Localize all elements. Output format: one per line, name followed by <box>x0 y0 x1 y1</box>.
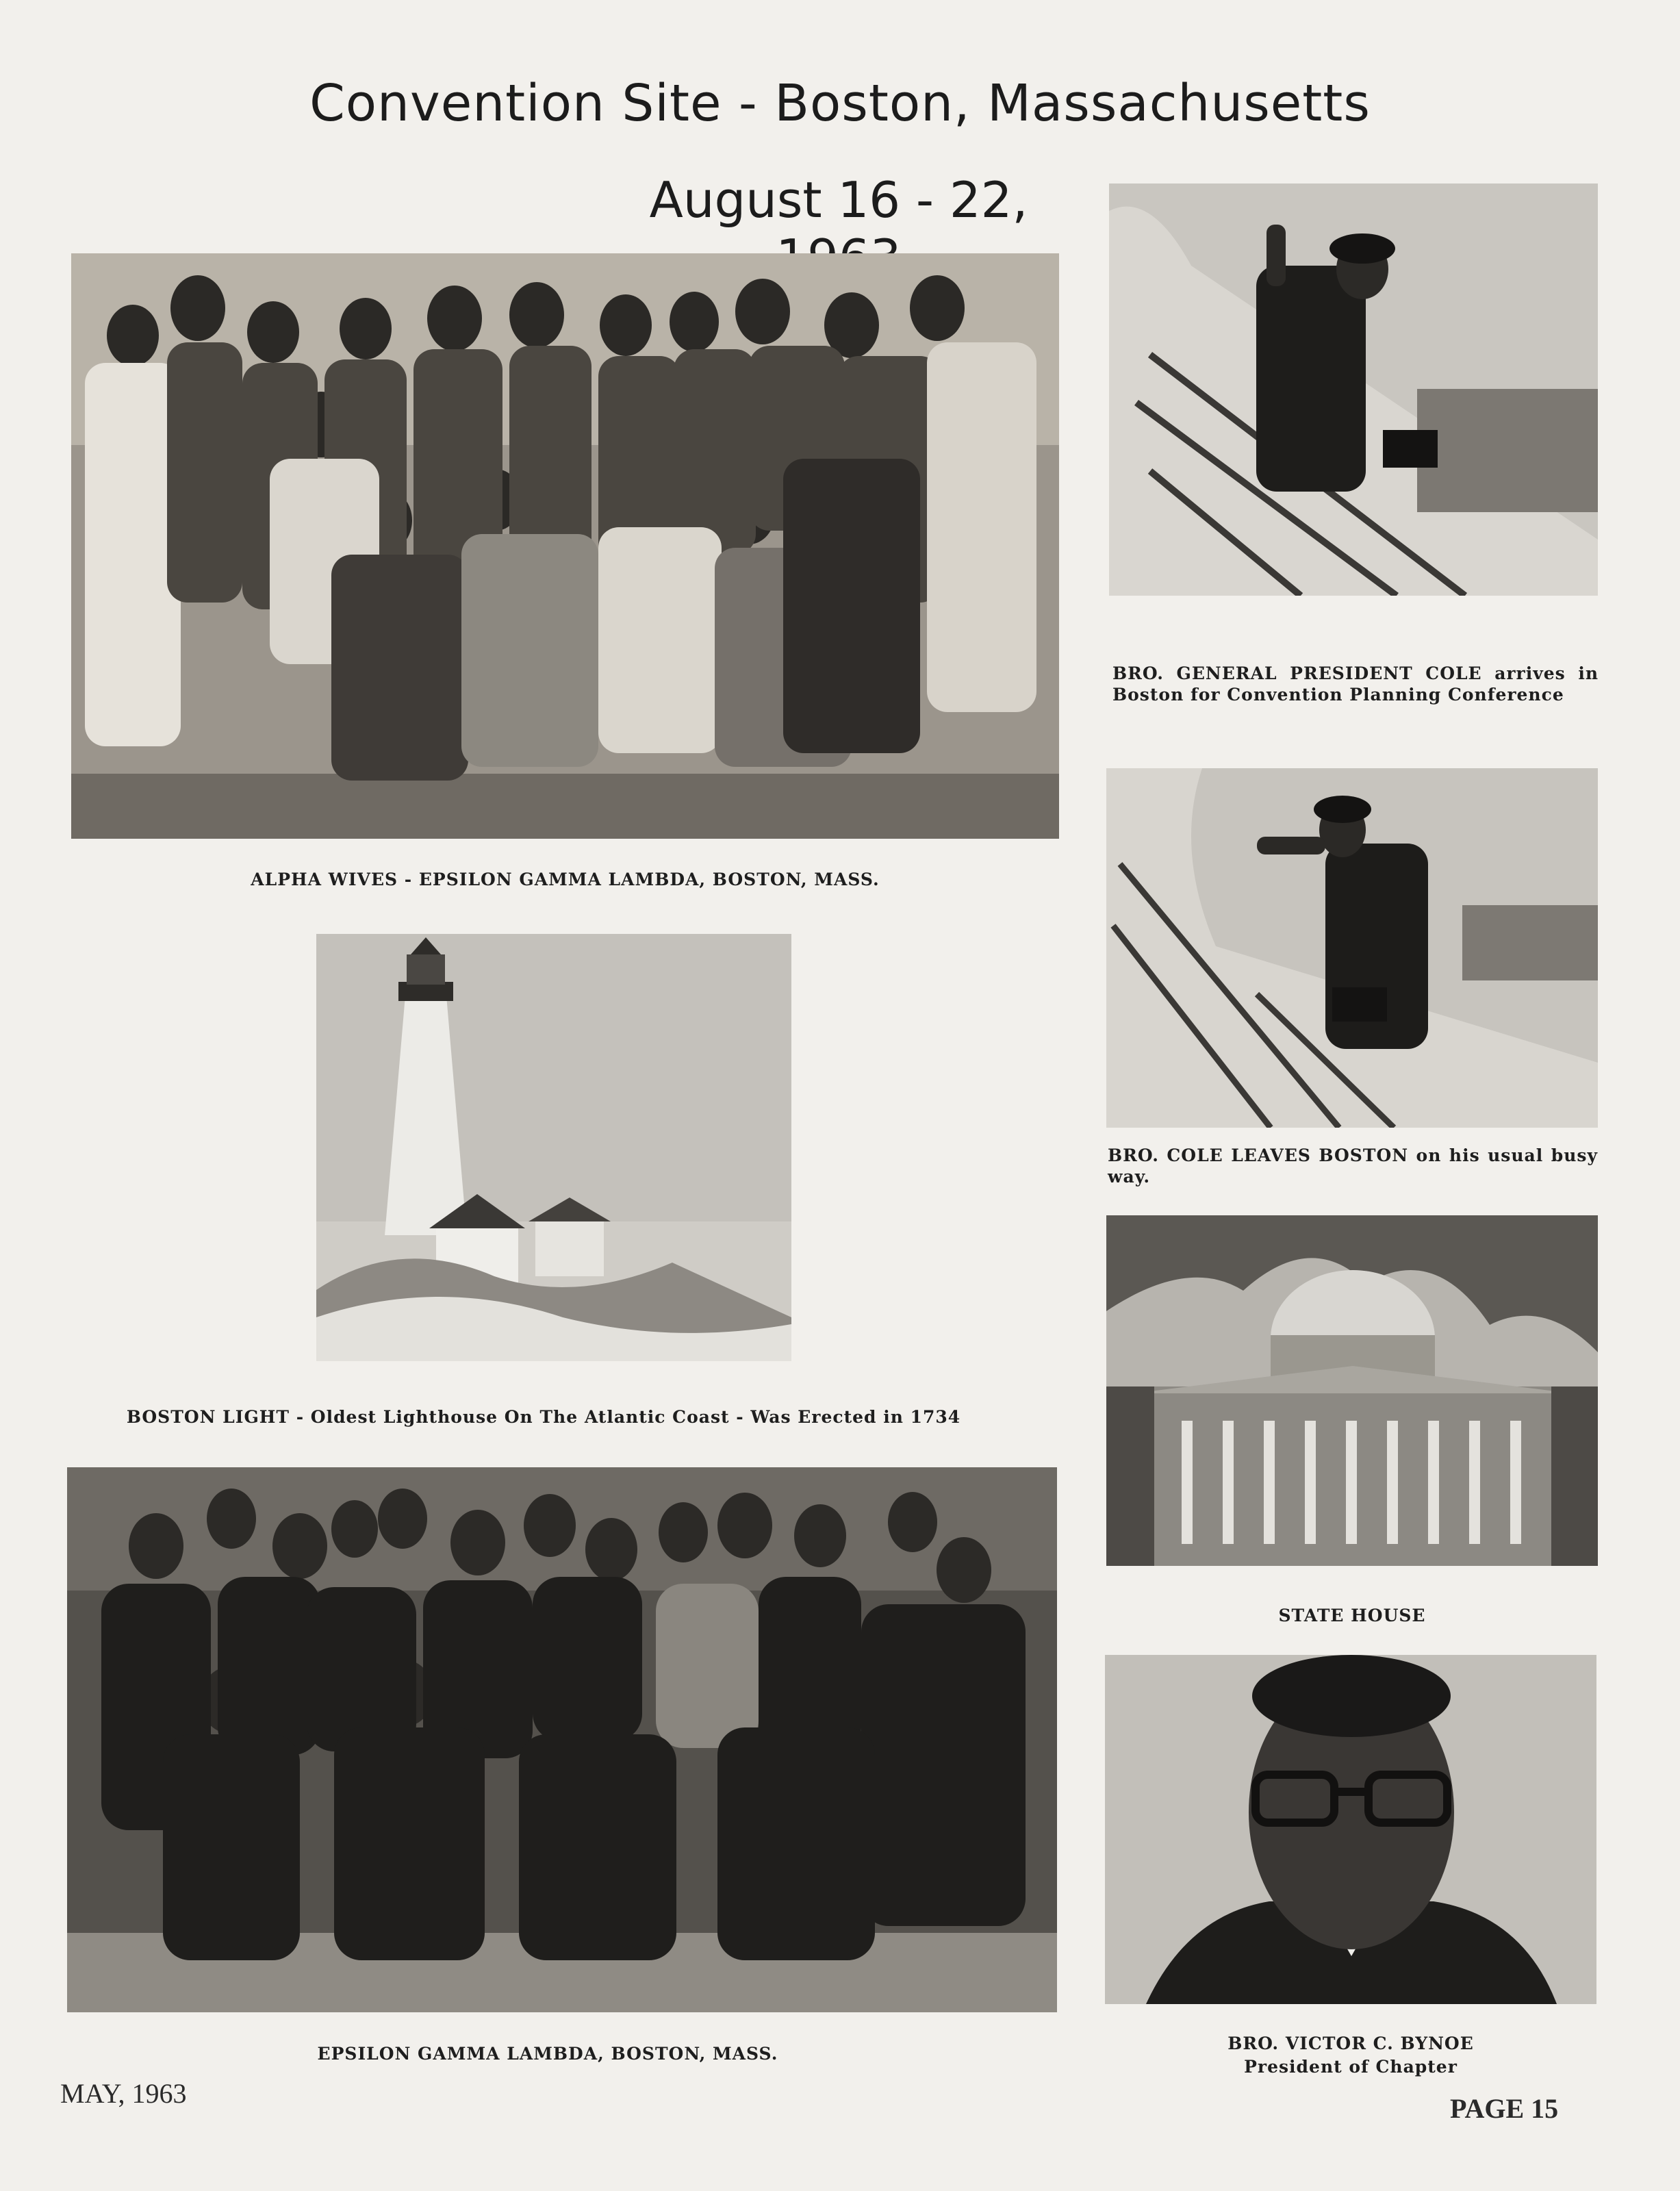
bynoe-portrait-photo <box>1105 1655 1596 2004</box>
state-house-caption: STATE HOUSE <box>1278 1606 1426 1625</box>
boston-light-caption: BOSTON LIGHT - Oldest Lighthouse On The Atlantic Coast - Was Erected in 1734 <box>126 1407 961 1427</box>
bynoe-caption-title: President of Chapter <box>1244 2057 1458 2077</box>
egl-group-photo <box>67 1467 1057 2012</box>
page-number: PAGE 15 <box>1450 2093 1559 2124</box>
cole-arrives-photo <box>1109 183 1598 596</box>
convention-dates: August 16 - 22, <box>649 171 1028 229</box>
page-title: Convention Site - Boston, Massachusetts <box>309 74 1371 133</box>
alpha-wives-caption: ALPHA WIVES - EPSILON GAMMA LAMBDA, BOSTON, MASS. <box>251 870 880 889</box>
cole-leaves-caption: BRO. COLE LEAVES BOSTON on his usual busy way. <box>1108 1145 1598 1187</box>
boston-light-photo <box>316 934 791 1361</box>
state-house-photo <box>1106 1215 1598 1566</box>
egl-group-caption: EPSILON GAMMA LAMBDA, BOSTON, MASS. <box>317 2044 778 2064</box>
cole-arrives-caption: BRO. GENERAL PRESIDENT COLE arrives in Boston for Convention Planning Conference <box>1112 663 1599 705</box>
bynoe-caption-name: BRO. VICTOR C. BYNOE <box>1227 2034 1474 2053</box>
alpha-wives-photo <box>71 253 1059 839</box>
footer-date: MAY, 1963 <box>60 2078 187 2109</box>
cole-leaves-photo <box>1106 768 1598 1128</box>
